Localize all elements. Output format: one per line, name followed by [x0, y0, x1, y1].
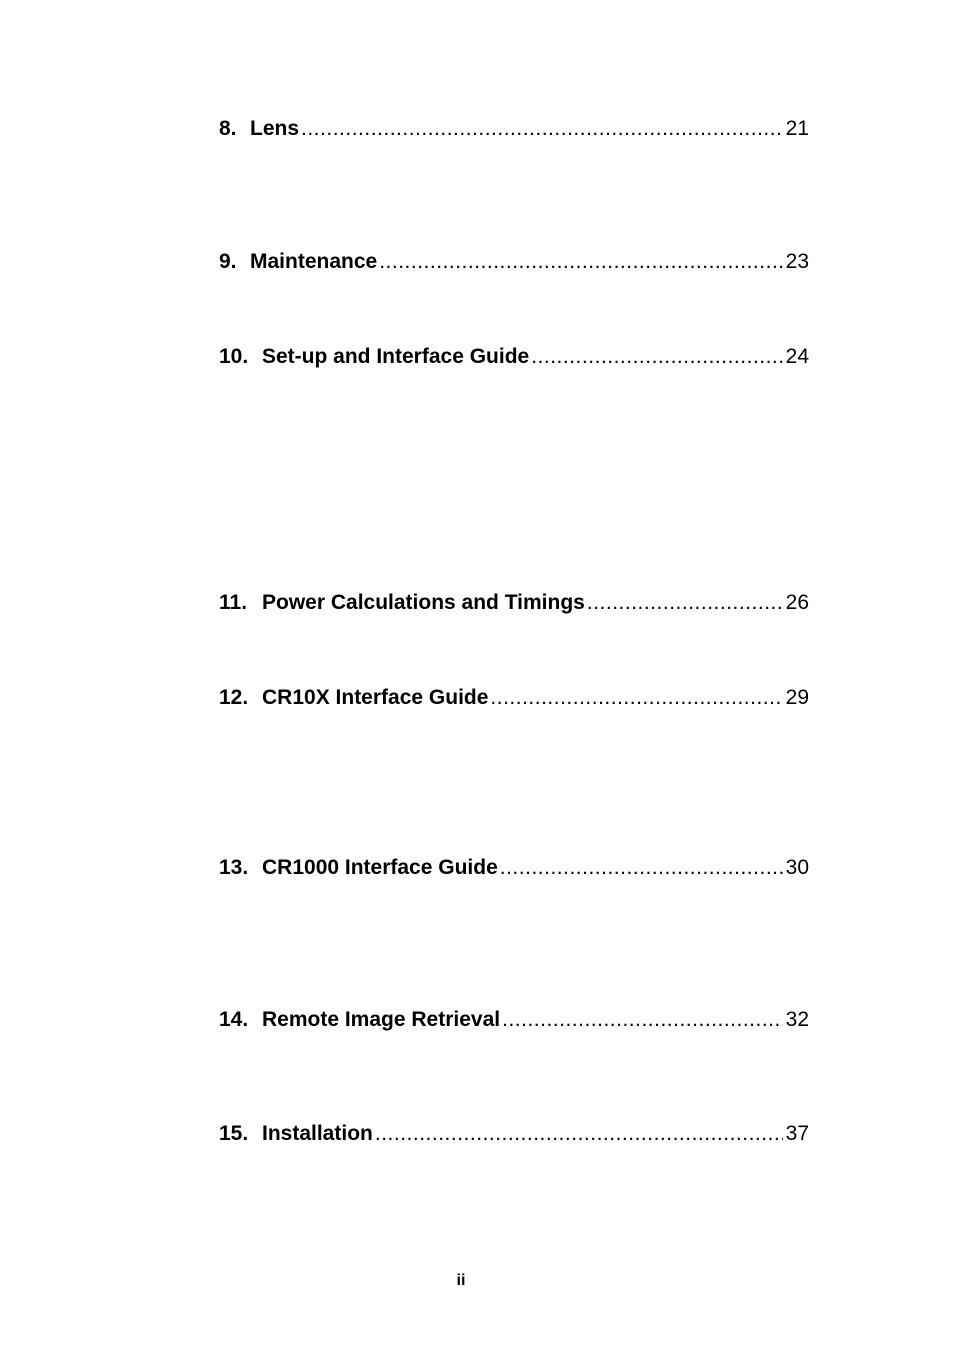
toc-entry-installation[interactable] [219, 1121, 809, 1147]
toc-entry-page: 37 [785, 1122, 809, 1145]
toc-entry-title: Power Calculations and Timings [262, 591, 585, 614]
toc-entry-lens[interactable] [219, 116, 809, 142]
toc-entry-page: 32 [785, 1008, 809, 1031]
dot-leader [301, 116, 783, 142]
dot-leader [490, 685, 782, 711]
toc-entry-page: 23 [785, 250, 809, 273]
toc-entry-number: 9. [219, 250, 237, 273]
toc-entry-number: 10. [219, 345, 249, 368]
dot-leader [500, 855, 783, 881]
toc-entry-remote-image-retrieval[interactable] [219, 1007, 809, 1033]
toc-entry-title: CR10X Interface Guide [262, 686, 489, 709]
page-number: ii [456, 1272, 466, 1289]
toc-entry-page: 30 [785, 856, 809, 879]
toc-entry-number: 11. [219, 591, 248, 614]
toc-entry-number: 13. [219, 856, 249, 879]
toc-entry-power-calculations[interactable] [219, 590, 809, 616]
toc-entry-title: Remote Image Retrieval [262, 1008, 501, 1031]
dot-leader [375, 1121, 783, 1147]
toc-entry-title: Installation [262, 1122, 373, 1145]
dot-leader [587, 590, 783, 616]
toc-entry-title: Set-up and Interface Guide [262, 345, 530, 368]
toc-entry-title: CR1000 Interface Guide [262, 856, 498, 879]
dot-leader [531, 344, 782, 370]
dot-leader [379, 249, 782, 275]
toc-entry-maintenance[interactable] [219, 249, 809, 275]
toc-entry-number: 15. [219, 1122, 249, 1145]
toc-entry-number: 8. [219, 117, 237, 140]
toc-entry-cr10x-interface-guide[interactable] [219, 685, 809, 711]
toc-entry-number: 12. [219, 686, 249, 709]
toc-entry-title: Maintenance [250, 250, 378, 273]
toc-entry-cr1000-interface-guide[interactable] [219, 855, 809, 881]
toc-entry-page: 26 [785, 591, 809, 614]
toc-entry-page: 24 [785, 345, 809, 368]
toc-entry-title: Lens [250, 117, 300, 140]
toc-entry-page: 21 [785, 117, 809, 140]
toc-entry-number: 14. [219, 1008, 249, 1031]
toc-entry-setup-interface-guide[interactable] [219, 344, 809, 370]
dot-leader [502, 1007, 783, 1033]
toc-entry-page: 29 [785, 686, 809, 709]
